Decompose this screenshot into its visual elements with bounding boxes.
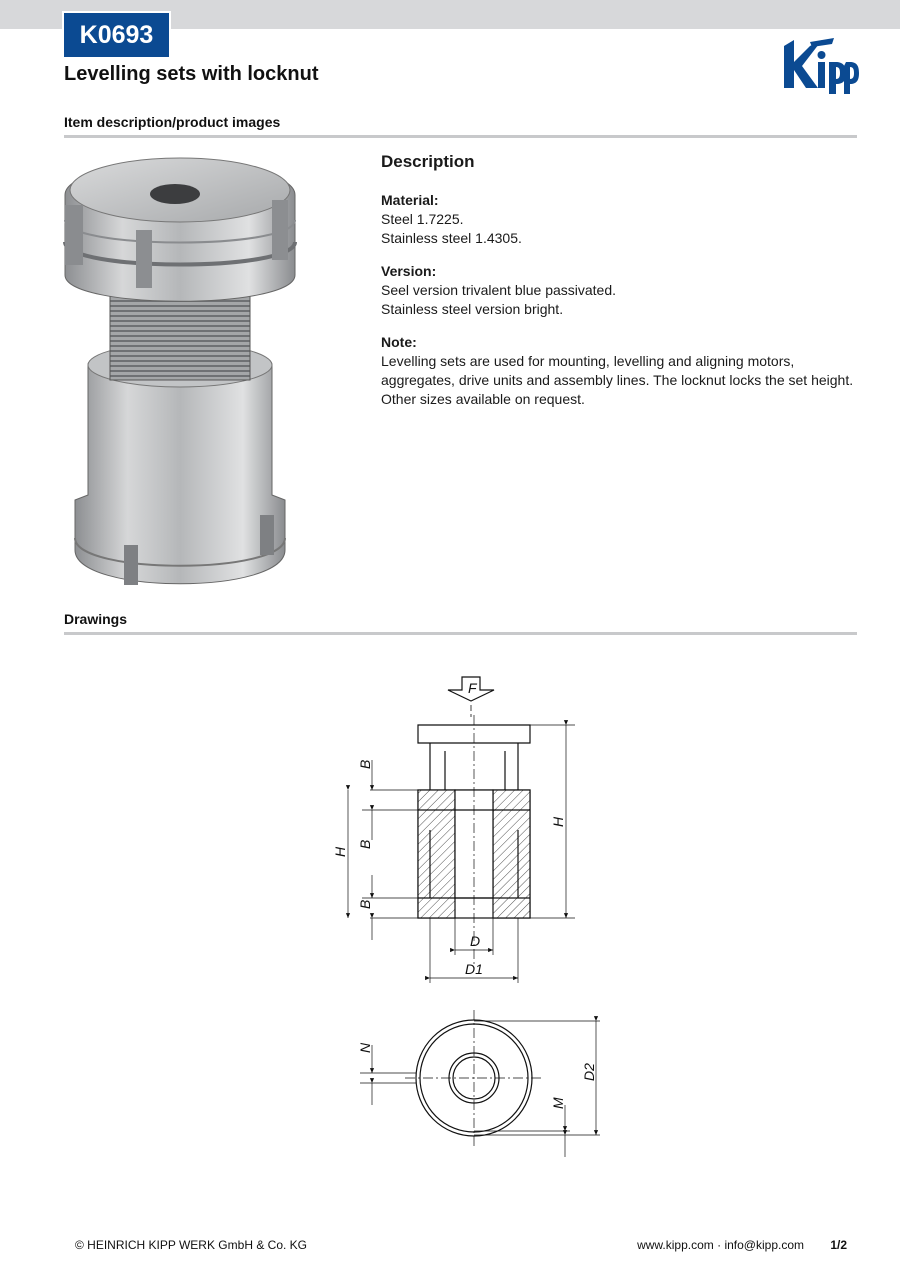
note-text: Levelling sets are used for mounting, levelling and aligning motors, aggregates, drive units and assembly lines. The locknut locks the set height. Other sizes available on request. — [381, 353, 854, 407]
note-label: Note: — [381, 334, 417, 350]
version-line: Seel version trivalent blue passivated. — [381, 282, 617, 298]
slot-n-label: N — [357, 1042, 373, 1053]
groove-width-label: B — [357, 899, 373, 909]
groove-width-label: B — [357, 839, 373, 849]
version-line: Stainless steel version bright. — [381, 301, 564, 317]
page-number: 1/2 — [830, 1238, 847, 1252]
footer-contact[interactable]: www.kipp.com · info@kipp.com — [637, 1238, 804, 1252]
section-heading-drawings: Drawings — [64, 611, 128, 627]
kipp-logo — [782, 36, 860, 94]
groove-width-label: B — [357, 759, 373, 769]
technical-drawing — [300, 665, 630, 1170]
page-title: Levelling sets with locknut — [64, 63, 319, 85]
force-label: F — [468, 680, 477, 696]
section-divider — [64, 135, 857, 138]
product-code-badge: K0693 — [64, 13, 169, 57]
bore-label: D — [470, 933, 481, 949]
section-heading-images: Item description/product images — [64, 114, 281, 130]
outer-diameter-label: D1 — [465, 961, 483, 977]
version-block — [381, 262, 859, 319]
section-divider — [64, 632, 857, 635]
material-block — [381, 191, 859, 248]
head-diameter-label: D2 — [581, 1063, 597, 1081]
height-label-right: H — [550, 816, 566, 827]
material-line: Stainless steel 1.4305. — [381, 230, 522, 246]
slot-m-label: M — [550, 1097, 566, 1109]
note-block — [381, 333, 859, 409]
description-panel — [381, 152, 859, 423]
material-line: Steel 1.7225. — [381, 211, 464, 227]
material-label: Material: — [381, 192, 439, 208]
description-heading: Description — [381, 152, 475, 171]
product-image — [60, 150, 300, 595]
version-label: Version: — [381, 263, 437, 279]
footer-copyright: © HEINRICH KIPP WERK GmbH & Co. KG — [75, 1238, 307, 1252]
height-label-left: H — [332, 846, 348, 857]
